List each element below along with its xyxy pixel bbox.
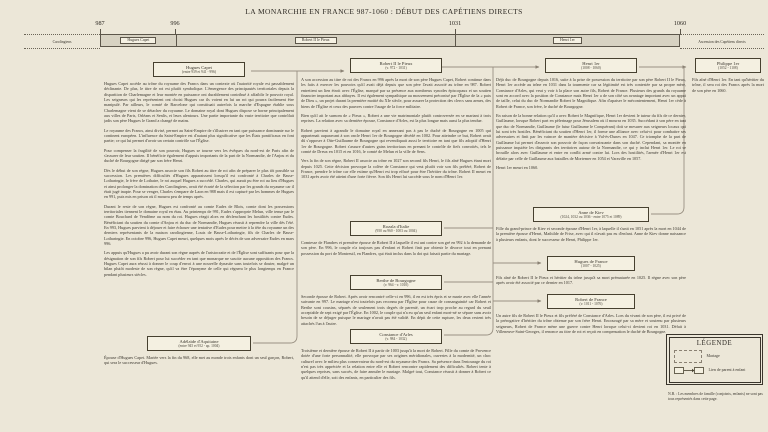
person-name: Rozala d'Italie xyxy=(382,223,410,229)
paragraph: Un autre fils de Robert II le Pieux et fils préféré de Constance d'Arles. Lors du vivant de son père, il est privé de la prérogative d'héritier du trône obtenue par son frère Henri. Encouragé par sa mère et soutenu par plusieurs seigneurs, Robert de France mène une guerre contre Henri lorsque celui-ci devient roi en 1031. Défait à Villeneuve-Saint-Georges, il renonce au titre de roi et reçoit en compensation le duché de Bourgogne. xyxy=(496,313,686,335)
person-name: Hugues de France xyxy=(574,258,608,264)
person-name: Hugues Capet xyxy=(186,64,212,70)
person-dates: (1007 - 1025) xyxy=(581,264,601,269)
paragraph: Robert parvient à agrandir le domaine royal en annexant pas à pas le duché de Bourgogne en 1005 qui appartenait auparavant à son oncle Henri 1er de Bourgogne décédé en 1002. Pour atteindre ce but, Robert avait dû s'opposer à Otte-Guillaume de Bourgogne qui revendiquait aussi le territoire en tant que fils adoptif d'Henri 1er de Bourgogne. Robert s'assure d'autres gains territoriaux en prenant le contrôle de fiefs convoités, tels le comté de Dreux en 1015 et en 1016, le comté de Melun et la ville de Sens. xyxy=(301,127,491,154)
section-hugues-capet xyxy=(104,62,294,281)
section-henri-1er xyxy=(496,58,686,174)
parent-child-symbol-icon xyxy=(674,366,704,375)
timeline-label-carolingiens: Carolingiens xyxy=(52,39,72,44)
person-dates: (v. 984 - 1032) xyxy=(385,337,407,342)
paragraph: Durant le reste de son règne, Hugues est confronté au comte Eudes de Blois, comte dont les possessions territoriales tiennent le domaine royal en étau. Au printemps de 991, Eudes s'approprie Melun, ville tenue par le comte Bouchard de Vendôme au nom du roi. Hugues réagit alors en déclenchant les hostilités contre Eudes. Bénéficiant du soutien du comte d'Anjou et du duc de Normandie, Hugues réussit à reprendre la ville dès l'été. En 993, Hugues parvient à déjouer et faire échouer une tentative d'Eudes pour mettre à la tête du royaume un des derniers représentants de la maison carolingienne, Louis de Basse-Lotharingie, fils de Charles de Basse-Lotharingie. En octobre 996, Hugues Capet meurt, quelques mois après le décès de son adversaire Eudes en mars 996. xyxy=(104,203,294,246)
person-name: Robert II le Pieux xyxy=(379,60,413,66)
paragraph: Seconde épouse de Robert. Après avoir rencontré celle-ci en 996, il en est très épris et se marie avec elle l'année suivante en 997. Le mariage n'est toutefois pas reconnu par l'Église pour cause de consanguinité car Robert et Berthe sont cousins, séparés de seulement trois degrés de parenté, un écart trop proche au regard du seuil acceptable de sept exigé par l'Église. En 1002, le couple qui n'a eu qu'un seul enfant mort-né se sépare sans avoir besoin de se déjuger puisque le mariage n'avait pas été validé. En dépit de cette rupture, les deux restent très attachés l'un à l'autre. xyxy=(301,294,491,326)
person-box-hugues-capet xyxy=(153,62,245,77)
paragraph: Les appuis qu'Hugues a pu avoir durant son règne auprès de l'aristocratie et de l'Église sont suffisants pour que la désignation de son fils Robert pour lui succéder en tant que monarque ne suscite aucune opposition des Francs. Hugues Capet aura réussi à donner le coup d'envoi à une nouvelle dynastie sans toutefois se douter, malgré un bilan plutôt modeste de son règne, qu'il va être l'éponyme de celle qui régnera le plus longtemps en France pendant plusieurs siècles. xyxy=(104,250,294,277)
paragraph: Hugues Capet accède au trône du royaume des Francs dans un contexte où l'autorité royale est passablement déclinante. De plus, le titre de roi est plutôt symbolique. L'émergence des principautés territoriales depuis la disparition de Charlemagne et leur montée en puissance ont durablement contribué à affaiblir le pouvoir royal. Les seigneurs qui les représentent ont choisi Hugues car ils voient en lui un roi qui pourra facilement être manipulé. Par ailleurs, le comté de Barcelone qui constituait autrefois la marche d'Espagne établie sous Charlemagne vient de se détacher du royaume. Le domaine royal dont Hugues dispose se borne principalement aux villes de Paris, Orléans et Senlis, et leurs alentours. Une partie importante du vaste territoire que contrôlait jadis son père Hugues le Grand a changé de mains. xyxy=(104,81,294,124)
person-box-robert-de-france xyxy=(547,294,635,309)
person-box-anne-de-kiev xyxy=(533,207,649,222)
timeline-reign-robert-ii: Robert II le Pieux xyxy=(295,37,337,44)
paragraph: Le royaume des Francs, ainsi divisé, permet au Saint-Empire de s'illustrer en tant que puissance dominante sur le continent européen. L'influence du Saint-Empire est d'autant plus significative que les États pontificaux en font partie; ce qui lui permet d'avoir un certain contrôle sur l'Église. xyxy=(104,127,294,144)
section-constance-arles xyxy=(301,329,491,384)
section-rozala-italie xyxy=(301,221,491,260)
paragraph: Vers la fin de son règne, Robert II associe au trône en 1027 son second fils Henri, le fils aîné Hugues étant mort depuis 1025. Cette décision provoque la colère de Constance qui veut plutôt voir son fils préféré, Robert de France, prendre le trône car elle estime qu'Henri est trop effacé pour être l'héritier du trône. Robert II meurt en 1031 après avoir été atteint d'une forte fièvre. Son fils Henri lui succède sous le nom d'Henri 1er. xyxy=(301,158,491,180)
timeline-segment-ascension xyxy=(680,34,764,49)
person-name: Philippe 1er xyxy=(716,60,740,66)
section-berthe-bourgogne xyxy=(301,275,491,327)
person-dates: (v. 1011 - 1076) xyxy=(579,302,603,307)
timeline-segment-hugues-capet xyxy=(101,35,176,46)
paragraph: Dès le début de son règne, Hugues associe son fils Robert au titre de roi afin de préparer le plus tôt possible sa succession. Les premières difficultés d'Hugues apparaissent lorsqu'il est confronté à Charles de Basse-Lotharingie, le frère de Lothaire, le roi auquel Hugues a succédé. Charles, qui aurait pu être roi au lieu d'Hugues et ainsi prolonger la domination des Carolingiens, avait été écarté de la sélection par les grands du royaume car il était jugé inapte. Pour se venger, Charles s'empare de Laon en 988 mais il est capturé par les hommes de Hugues en 991, puis mis en prison où il mourra peu de temps après. xyxy=(104,167,294,200)
paragraph: Épouse d'Hugues Capet. Mariée vers la fin du 968, elle met au monde trois enfants dont un seul garçon, Robert, qui sera le successeur d'Hugues. xyxy=(104,355,294,366)
person-box-berthe-bourgogne xyxy=(350,275,442,290)
person-name: Constance d'Arles xyxy=(379,331,413,337)
paragraph: Fille du grand-prince de Kiev et seconde épouse d'Henri 1er, à laquelle il s'unit en 1051 après la mort en 1044 de la première épouse d'Henri, Mathilde de Frise, avec qui il n'avait pas eu d'enfant. Anne de Kiev donne naissance à plusieurs enfants, dont le successeur de Henri, Philippe 1er. xyxy=(496,226,686,242)
person-box-constance-arles xyxy=(350,329,442,344)
person-box-hugues-de-france xyxy=(547,256,635,271)
timeline-reign-henri-1er: Henri 1er xyxy=(553,37,582,44)
person-dates: (entre 939 et 941 - 996) xyxy=(181,70,217,75)
person-name: Robert de France xyxy=(575,296,607,302)
paragraph: En raison de la bonne relation qu'il a avec Robert le Magnifique, Henri 1er devient le tuteur du fils de ce dernier, Guillaume, lorsque Robert part en pèlerinage pour Jérusalem où il mourra en 1035. Succédant à son père en tant que duc de Normandie, Guillaume (le futur Guillaume le Conquérant) doit se mesurer aux seigneurs locaux qui lui sont très hostiles. Bénéficiant du soutien d'Henri 1er, il forme une alliance avec celui-ci pour combattre ses adversaires et finit par les vaincre de manière décisive à Val-ès-Dunes en 1047. Ce triomphe de la part de Guillaume lui permet d'asseoir son pouvoir de façon convaincante dans son duché. Cependant, sa montée en puissance inquiète les dirigeants des territoires autour de la Normandie, ce qui y inclut Henri 1er. Le roi se brouille alors avec Guillaume et entre en conflit armé contre lui. Lors des hostilités, l'armée d'Henri 1er est défaite par celle de Guillaume aux batailles de Mortemer en 1054 et Varaville en 1057. xyxy=(496,113,686,161)
timeline-year-1031: 1031 xyxy=(448,20,462,27)
legend-note: N.B. : Les membres de famille (conjoints, enfants) ne sont pas tous représentés dans cette page. xyxy=(668,392,763,401)
person-dates: (1052 - 1108) xyxy=(718,66,738,71)
timeline-year-987: 987 xyxy=(95,20,105,27)
person-name: Adélaïde d'Aquitaine xyxy=(179,338,219,344)
paragraph: Henri 1er meurt en 1060. xyxy=(496,164,539,170)
person-box-henri-1er xyxy=(545,58,637,73)
paragraph: Déjà duc de Bourgogne depuis 1016, suite à la prise de possession du territoire par son père Robert II le Pieux, Henri 1er accède au trône en 1031 dans la tourmente car sa légitimité est très contestée par sa propre mère, Constance d'Arles, qui veut y voir à la place son autre fils, Robert de France. Plusieurs des grands du royaume sont en accord avec la position de Constance mais Henri 1er a de son côté un avantage important avec un appui de taille, celui du duc de Normandie Robert le Magnifique. Afin d'apaiser le mécontentement, Henri 1er cède à Robert de France, son frère, le duché de Bourgogne. xyxy=(496,77,686,109)
paragraph: Fils aîné d'Henri 1er. En tant qu'héritier du trône, il sera roi des Francs après la mort de son père en 1060. xyxy=(692,77,764,93)
marriage-symbol-icon xyxy=(674,350,702,363)
section-hugues-de-france xyxy=(496,256,686,290)
paragraph: A son accession au titre de roi des Francs en 996 après la mort de son père Hugues Capet, Robert continue dans les faits à exercer les pouvoirs qu'il avait déjà depuis que son père l'avait associé au trône en 987. Robert entretient un lien étroit avec l'Église, marqué par sa présence aux nombreux synodes épiscopaux et un soutien financier important aux abbayes. Il est également sympathique au mouvement préconisé par l'Église de la « paix de Dieu », un projet durant la première moitié du XIe siècle, pour assurer la protection des clercs sans armes, des biens de l'Église et ceux des pauvres contre l'usage de la force militaire. xyxy=(301,77,491,109)
person-name: Anne de Kiev xyxy=(578,209,604,215)
paragraph: Comtesse de Flandres et première épouse de Robert II à laquelle il est uni contre son gré en 992 à la demande de son père. En 996, le couple n'a toujours pas d'enfant et Robert finit par obtenir le divorce tout en prenant possession du port de Montreuil, en Flandres, qui était inclus dans la dot qui faisait partie du mariage. xyxy=(301,240,491,256)
timeline-segment-carolingiens xyxy=(24,34,100,49)
paragraph: Pour compenser la fragilité de son pouvoir, Hugues se tourne vers les évêques du nord-est de Paris afin de s'assurer de leur soutien. Il bénéficie également d'appuis importants de la part de la Normandie, de l'Anjou et du duché de Bourgogne dirigé par son frère Henri. xyxy=(104,147,294,164)
legend-box xyxy=(666,334,763,385)
person-name: Henri 1er xyxy=(582,60,600,66)
person-dates: (950 ou 960 - 1003 ou 1004) xyxy=(375,229,417,234)
legend-marriage-label: Mariage xyxy=(706,352,720,358)
paragraph: Troisième et dernière épouse de Robert II à partir de 1003 jusqu'à la mort de Robert. Fille du comte de Provence dotée d'une forte personnalité, elle provoque par ses origines méridionales, ouvertes à la modernité, un choc culturel avec le milieu plus conservateur du nord-est du royaume des Francs. Sa présence dans l'entourage du roi n'est pas très appréciée et la relation entre elle et Robert rencontre rapidement des difficultés. Robert tente à quelques reprises, sans succès, de faire annuler le mariage. Malgré tout, Constance réussit à donner à Robert ce qu'il attend d'elle, soit des enfants, en particulier des fils. xyxy=(301,348,491,380)
section-anne-de-kiev xyxy=(496,207,686,246)
legend-parent-child-label: Lien de parent à enfant xyxy=(708,366,746,372)
timeline-segment-henri-1er xyxy=(455,35,679,46)
timeline-year-996: 996 xyxy=(170,20,180,27)
person-box-robert-ii xyxy=(350,58,442,73)
timeline-year-1060: 1060 xyxy=(673,20,687,27)
person-dates: (1008 - 1060) xyxy=(581,66,601,71)
section-robert-ii xyxy=(301,58,491,184)
section-robert-de-france xyxy=(496,294,686,338)
person-dates: (entre 945 et 952 - ap. 1004) xyxy=(178,344,220,349)
page-title: LA MONARCHIE EN FRANCE 987-1060 : DÉBUT DES CAPÉTIENS DIRECTS xyxy=(245,7,523,16)
paragraph: Fils aîné de Robert II le Pieux et héritier du trône jusqu'à sa mort prématurée en 1025. Il règne avec son père après avoir été associé par ce dernier en 1017. xyxy=(496,275,686,286)
timeline-band xyxy=(100,34,680,47)
timeline-reign-hugues-capet: Hugues Capet xyxy=(120,37,156,44)
paragraph: Bien qu'il ait le surnom de « Pieux », Robert a une vie matrimoniale plutôt controversée en se mariant à trois reprises. La relation avec sa dernière épouse, Constance d'Arles, est la plus longue mais aussi la plus tendue. xyxy=(301,113,491,124)
legend-row-marriage xyxy=(674,350,756,363)
person-dates: (v. 964 - v. 1010) xyxy=(383,283,409,288)
person-dates: (1024, 1032 ou 1036 - entre 1075 et 1089) xyxy=(560,215,622,220)
section-philippe-1er xyxy=(692,58,764,97)
timeline-segment-robert-ii xyxy=(176,35,455,46)
legend-row-parent-child xyxy=(674,366,756,375)
timeline-label-ascension: Ascension des Capétiens directs xyxy=(698,39,746,44)
legend-title: LÉGENDE xyxy=(696,339,733,347)
legend-inner xyxy=(669,337,761,383)
person-box-adelaide-aquitaine xyxy=(147,336,251,351)
person-box-rozala-italie xyxy=(350,221,442,236)
person-name: Berthe de Bourgogne xyxy=(376,277,416,283)
person-box-philippe-1er xyxy=(695,58,761,73)
section-adelaide-aquitaine xyxy=(104,336,294,370)
person-dates: (v. 972 - 1031) xyxy=(385,66,407,71)
